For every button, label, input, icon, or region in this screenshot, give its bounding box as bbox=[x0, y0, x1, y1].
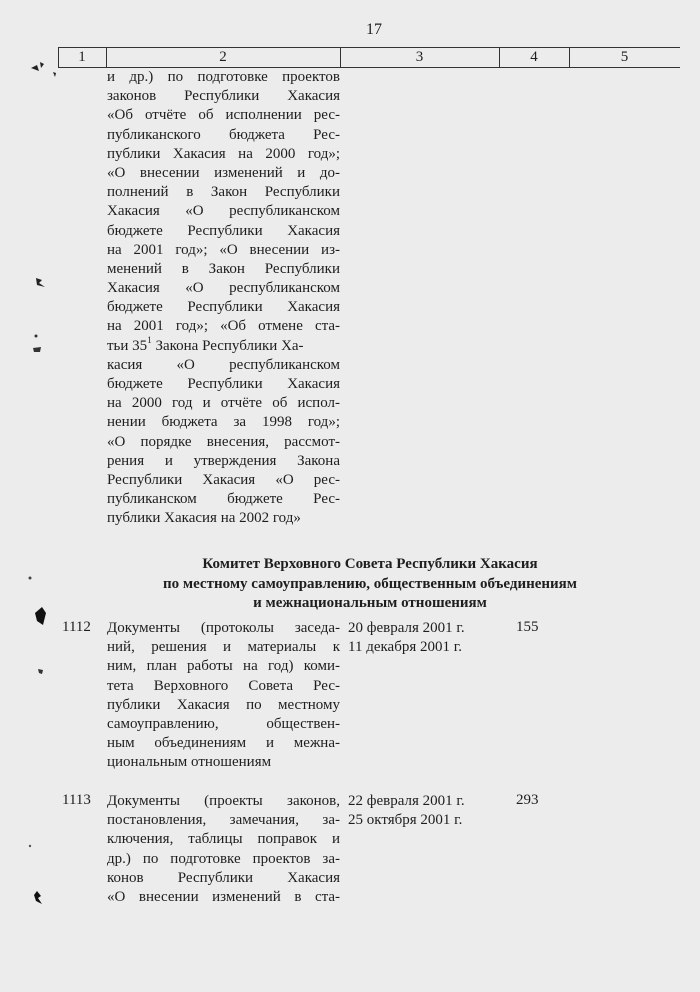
entry-dates bbox=[348, 792, 465, 830]
column-header-3: 3 bbox=[415, 49, 424, 65]
text-line: постановления, замечания, за- bbox=[107, 812, 340, 829]
section-heading bbox=[105, 555, 635, 614]
text-line: публиканского бюджета Рес- bbox=[107, 126, 340, 143]
date-start: 20 февраля 2001 г. bbox=[348, 620, 465, 636]
scan-speck bbox=[26, 574, 34, 582]
text-line: Документы (проекты законов, bbox=[107, 793, 340, 809]
sheet-count: 155 bbox=[516, 619, 539, 635]
heading-line: по местному самоуправлению, общественным объединениям bbox=[162, 575, 578, 592]
scan-speck bbox=[36, 666, 46, 676]
text-line: ний, решения и материалы к bbox=[107, 639, 340, 656]
text-line: менений в Закон Республики bbox=[107, 260, 340, 277]
text-line: полнений в Закон Республики bbox=[107, 184, 340, 201]
text-line: рения и утверждения Закона bbox=[107, 452, 340, 469]
text-line: публики Хакасия на 2000 год»; bbox=[107, 145, 340, 162]
text-line: публики Хакасия по местному bbox=[107, 696, 340, 713]
entry-description bbox=[107, 619, 340, 773]
continuation-text bbox=[107, 68, 340, 529]
scan-speck bbox=[30, 333, 44, 357]
text-line: ним, план работы на год) коми- bbox=[107, 658, 340, 675]
page-number: 17 bbox=[366, 21, 382, 38]
text-line: ным объединениям и межна- bbox=[107, 735, 340, 752]
text-fragment: Закона Республики Ха- bbox=[151, 337, 304, 354]
text-line: Хакасия «О республиканском bbox=[107, 280, 340, 297]
text-line: касия «О республиканском bbox=[107, 356, 340, 373]
date-end: 25 октября 2001 г. bbox=[348, 812, 463, 829]
scan-speck bbox=[32, 605, 48, 627]
scan-speck bbox=[34, 275, 48, 291]
text-line: «О порядке внесения, рассмот- bbox=[107, 433, 340, 450]
text-line bbox=[107, 334, 340, 356]
text-line: бюджете Республики Хакасия bbox=[107, 376, 340, 392]
text-line: Документы (протоколы заседа- bbox=[107, 620, 340, 636]
superscript: 1 bbox=[147, 334, 152, 345]
text-line: нении бюджета за 1998 год»; bbox=[107, 414, 340, 431]
text-fragment: тьи 35 bbox=[107, 337, 148, 354]
text-line: на 2000 год и отчёте об испол- bbox=[107, 395, 340, 412]
scan-speck bbox=[32, 890, 46, 908]
text-line: ключения, таблицы поправок и bbox=[107, 831, 340, 848]
text-line: публики Хакасия на 2002 год» bbox=[107, 510, 301, 527]
text-line: циональным отношениям bbox=[107, 754, 272, 771]
text-line: бюджете Республики Хакасия bbox=[107, 222, 340, 239]
entry-number: 1112 bbox=[62, 619, 91, 635]
text-line: «Об отчёте об исполнении рес- bbox=[107, 107, 340, 124]
text-line: законов Республики Хакасия bbox=[107, 88, 340, 105]
text-line: бюджете Республики Хакасия bbox=[107, 299, 340, 316]
text-line: и др.) по подготовке проектов bbox=[107, 69, 340, 85]
entry-number: 1113 bbox=[62, 792, 91, 808]
column-header-4: 4 bbox=[530, 49, 538, 65]
text-line: на 2001 год»; «Об отмене ста- bbox=[107, 318, 340, 335]
text-line: Республики Хакасия «О рес- bbox=[107, 471, 340, 488]
entry-dates bbox=[348, 619, 465, 657]
text-line: Хакасия «О республиканском bbox=[107, 203, 340, 220]
entry-description bbox=[107, 792, 340, 907]
sheet-count: 293 bbox=[516, 792, 539, 808]
date-start: 22 февраля 2001 г. bbox=[348, 793, 465, 809]
date-end: 11 декабря 2001 г. bbox=[348, 639, 462, 656]
text-line: публиканском бюджете Рес- bbox=[107, 491, 340, 508]
text-line: на 2001 год»; «О внесении из- bbox=[107, 241, 340, 258]
column-header-1: 1 bbox=[78, 49, 86, 65]
text-line: «О внесении изменений в ста- bbox=[107, 888, 340, 905]
scan-speck bbox=[28, 58, 62, 80]
column-header-row bbox=[58, 47, 680, 68]
heading-line: Комитет Верховного Совета Республики Хакасия bbox=[202, 556, 538, 572]
text-line: самоуправлению, обществен- bbox=[107, 715, 340, 732]
text-line: тета Верховного Совета Рес- bbox=[107, 677, 340, 694]
column-header-5: 5 bbox=[620, 49, 629, 65]
text-line: «О внесении изменений и до- bbox=[107, 164, 340, 181]
text-line: др.) по подготовке проектов за- bbox=[107, 850, 340, 867]
scan-speck bbox=[26, 842, 34, 850]
text-line: конов Республики Хакасия bbox=[107, 869, 340, 886]
column-header-2: 2 bbox=[219, 49, 227, 65]
heading-line: и межнациональным отношениям bbox=[253, 595, 487, 612]
